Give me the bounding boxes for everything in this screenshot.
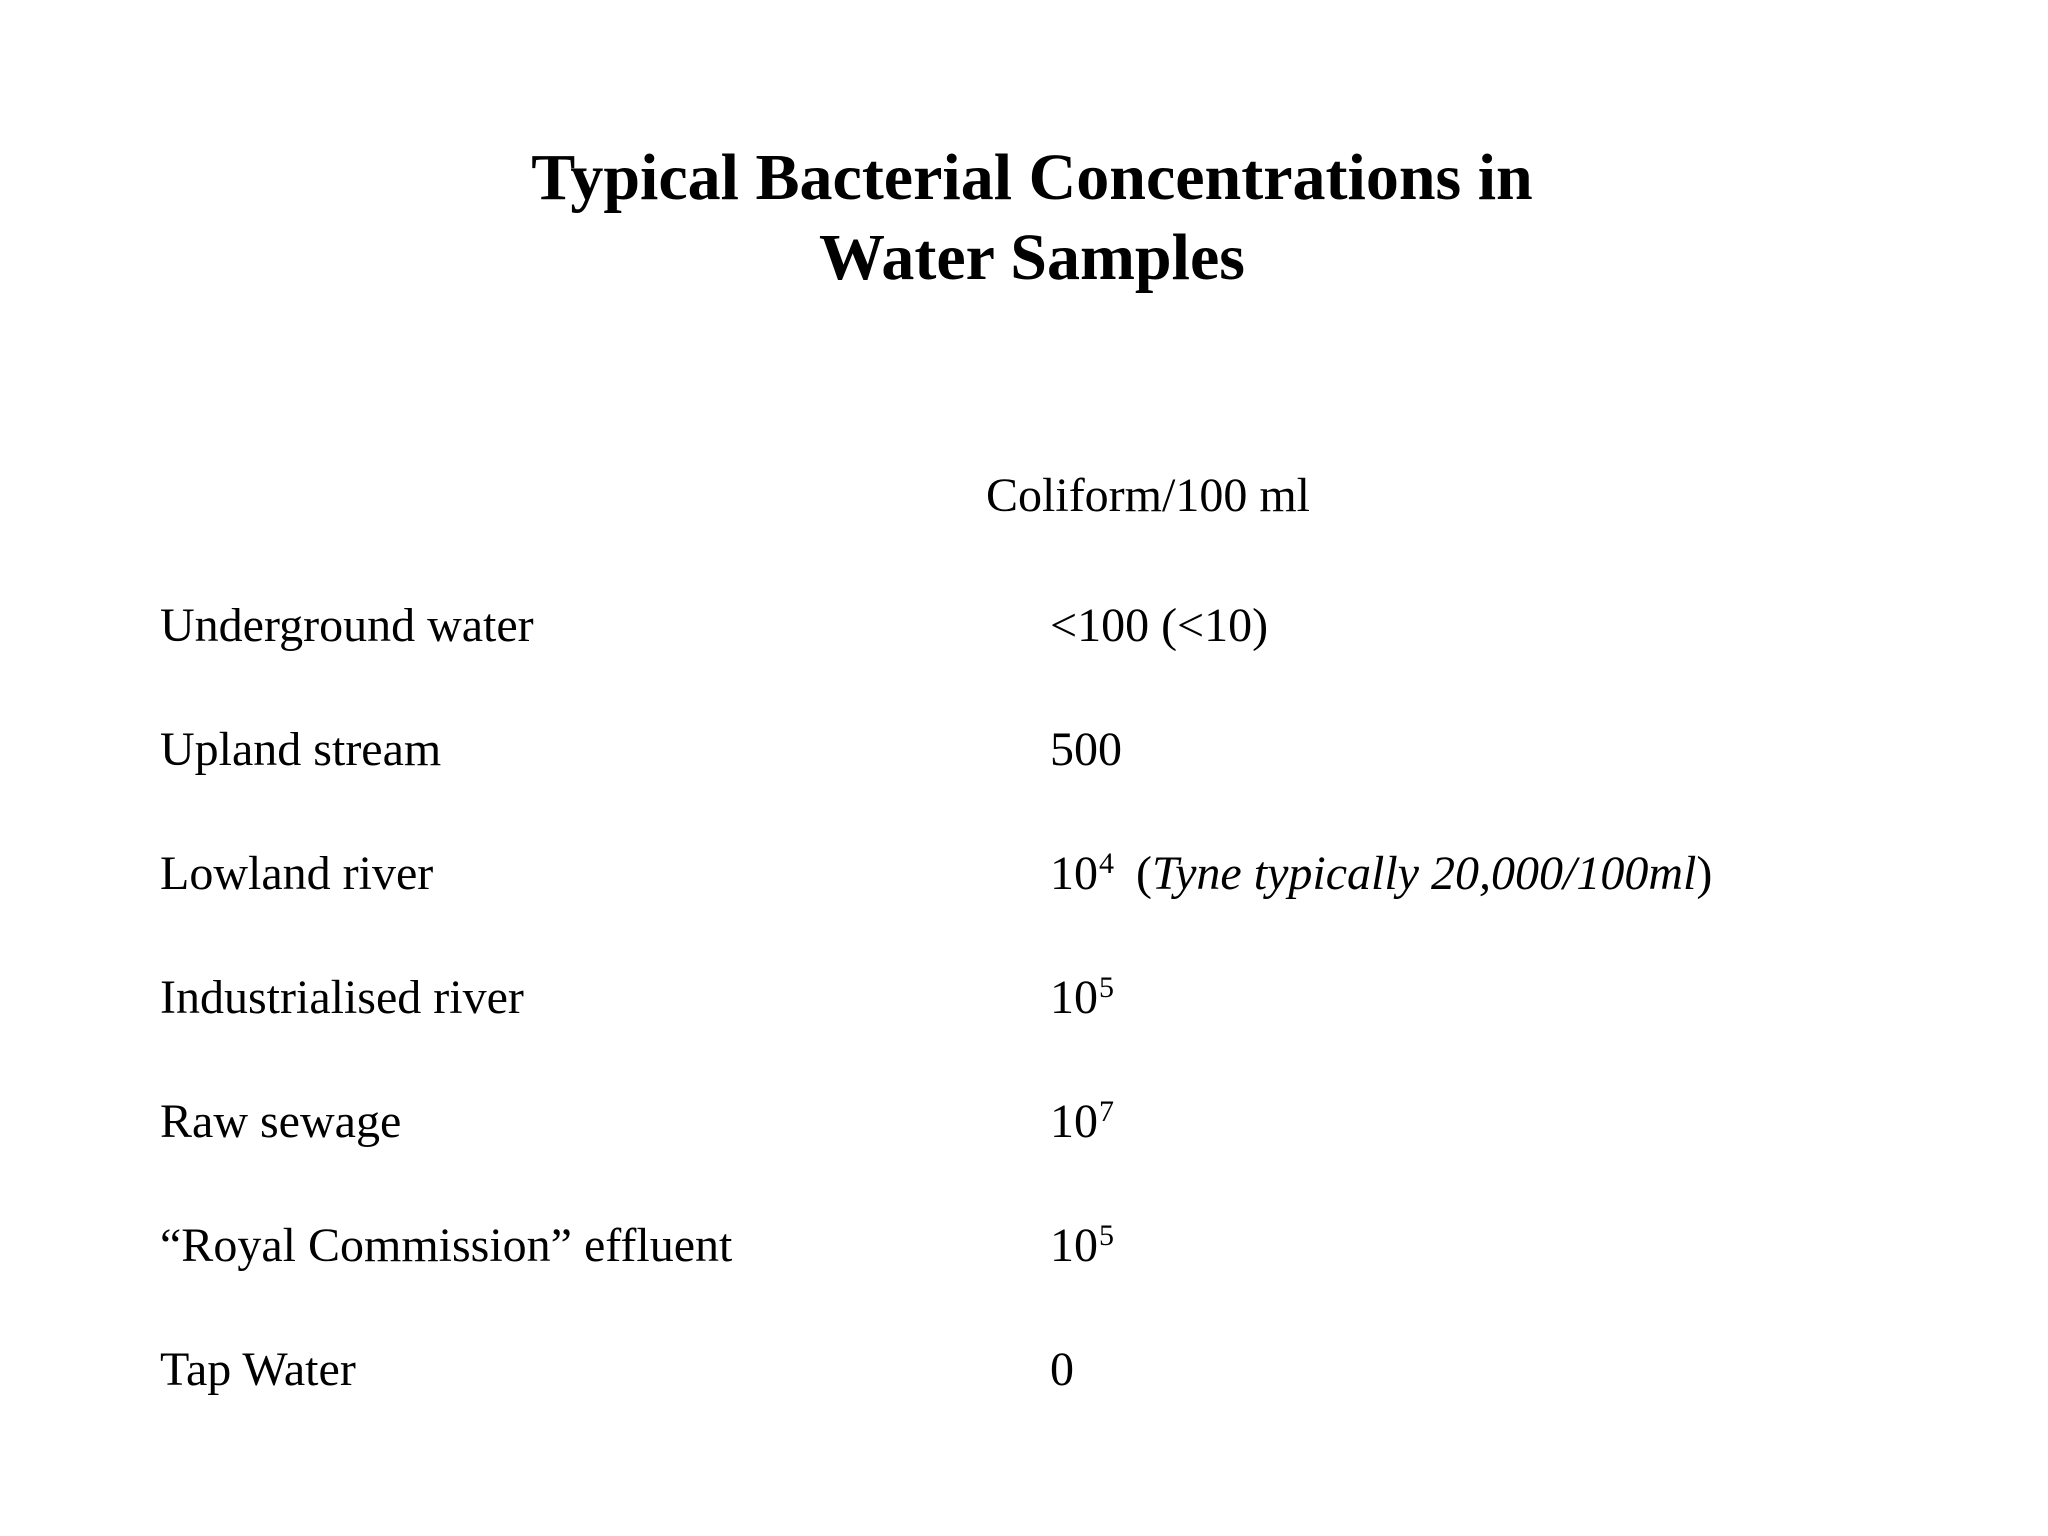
row-label: Industrialised river — [160, 971, 524, 1024]
table-row — [0, 720, 2048, 780]
row-label: Upland stream — [160, 723, 442, 776]
column-header: Coliform/100 ml — [986, 469, 1310, 522]
row-label: Raw sewage — [160, 1095, 402, 1148]
table-row — [0, 596, 2048, 656]
value-base: 10 — [1050, 971, 1098, 1024]
row-value — [1050, 1216, 1114, 1276]
note-text: Tyne typically 20,000/100ml — [1151, 847, 1697, 900]
note-close-paren: ) — [1696, 847, 1713, 900]
row-value: <100 (<10) — [1050, 599, 1269, 652]
slide-title-line-1: Typical Bacterial Concentrations in — [531, 141, 1533, 214]
row-value: 0 — [1050, 1343, 1074, 1396]
row-value: 500 — [1050, 723, 1122, 776]
row-value — [1050, 968, 1114, 1028]
value-exponent: 4 — [1099, 847, 1114, 880]
value-base: 10 — [1050, 1095, 1098, 1148]
note-open-paren: ( — [1136, 847, 1152, 900]
row-label: Lowland river — [160, 847, 434, 900]
row-label: “Royal Commission” effluent — [160, 1219, 733, 1272]
row-value — [1050, 844, 1712, 904]
value-base: 10 — [1050, 1219, 1098, 1272]
slide-title — [0, 138, 2048, 298]
row-note — [1136, 847, 1712, 900]
row-label: Underground water — [160, 599, 534, 652]
table-row — [0, 968, 2048, 1028]
value-base: 10 — [1050, 847, 1098, 900]
table-row — [0, 844, 2048, 904]
table-row — [0, 1092, 2048, 1152]
table-row — [0, 1216, 2048, 1276]
slide-title-line-2: Water Samples — [819, 221, 1245, 294]
row-label: Tap Water — [160, 1343, 356, 1396]
value-exponent: 5 — [1099, 971, 1114, 1004]
value-exponent: 7 — [1099, 1095, 1114, 1128]
value-exponent: 5 — [1099, 1219, 1114, 1252]
row-value — [1050, 1092, 1114, 1152]
table-row — [0, 1340, 2048, 1400]
